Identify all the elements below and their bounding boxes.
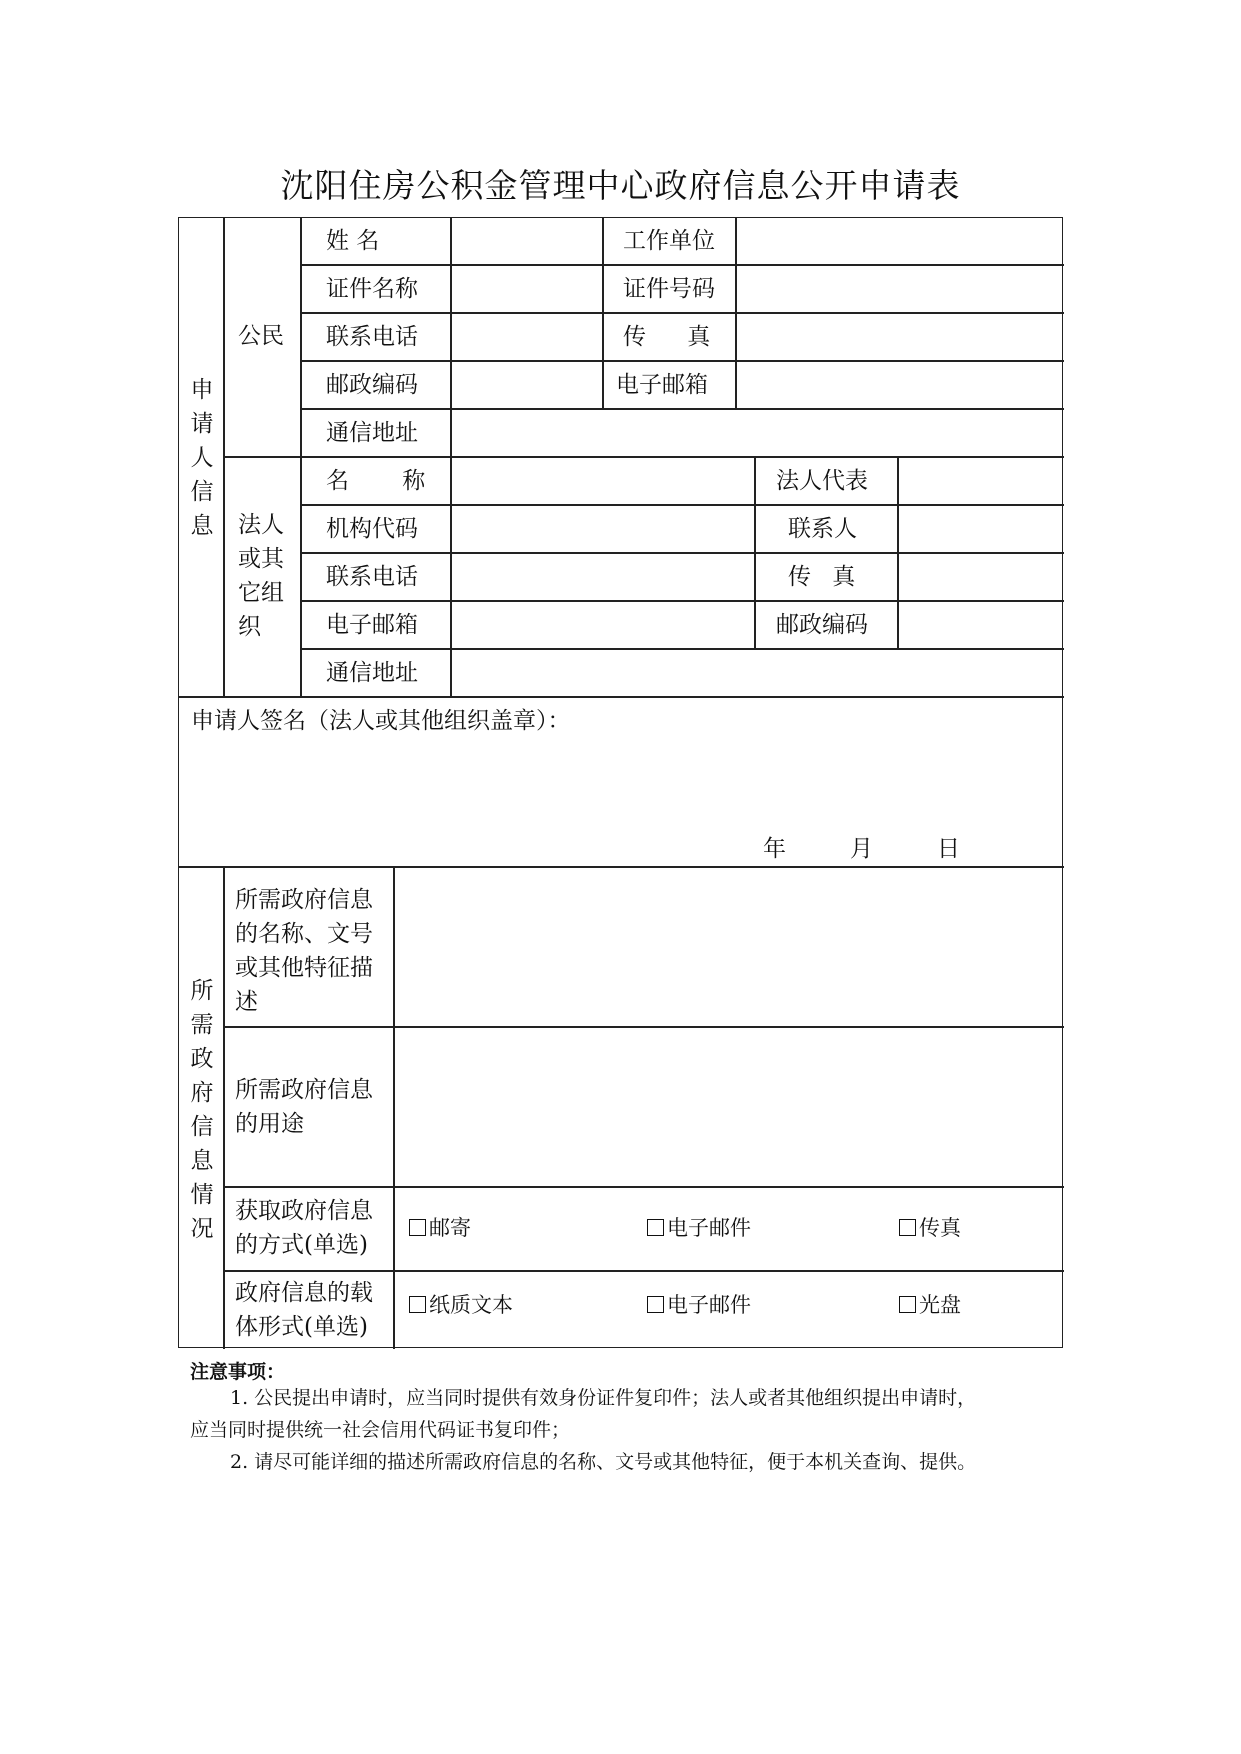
org-email-field[interactable] bbox=[452, 602, 753, 647]
carrier-label: 政府信息的载 体形式(单选) bbox=[235, 1280, 373, 1340]
legal-rep-label: 法人代表 bbox=[776, 468, 868, 494]
applicant-section-label: 申 请 人 信 息 bbox=[190, 377, 214, 539]
carrier-option-email[interactable]: 电子邮件 bbox=[647, 1295, 751, 1316]
org-fax-field[interactable] bbox=[899, 554, 1062, 599]
org-address-field[interactable] bbox=[452, 650, 1062, 695]
org-name-label: 名 称 bbox=[326, 468, 426, 494]
grid-line bbox=[602, 218, 604, 408]
application-form bbox=[178, 217, 1063, 1348]
note-item: 1. 公民提出申请时，应当同时提供有效身份证件复印件；法人或者其他组织提出申请时， bbox=[230, 1387, 977, 1409]
org-phone-label: 联系电话 bbox=[326, 564, 418, 590]
id-number-field[interactable] bbox=[737, 266, 1062, 311]
note-item: 应当同时提供统一社会信用代码证书复印件； bbox=[190, 1419, 571, 1441]
checkbox-icon[interactable] bbox=[899, 1219, 916, 1236]
note-item: 2. 请尽可能详细的描述所需政府信息的名称、文号或其他特征，便于本机关查询、提供。 bbox=[230, 1451, 977, 1473]
organization-label: 法人 或其 它组 织 bbox=[238, 512, 284, 640]
method-label: 获取政府信息 的方式(单选) bbox=[235, 1198, 373, 1258]
purpose-field[interactable] bbox=[395, 1028, 1062, 1185]
id-number-label: 证件号码 bbox=[623, 276, 715, 302]
method-option-fax[interactable]: 传真 bbox=[899, 1218, 961, 1239]
method-option-email[interactable]: 电子邮件 bbox=[647, 1218, 751, 1239]
method-option-mail[interactable]: 邮寄 bbox=[409, 1218, 471, 1239]
signature-month-label: 月 bbox=[850, 836, 873, 862]
notes-title: 注意事项： bbox=[190, 1361, 286, 1383]
contact-person-label: 联系人 bbox=[788, 516, 857, 542]
signature-day-label: 日 bbox=[937, 836, 960, 862]
org-email-label: 电子邮箱 bbox=[326, 612, 418, 638]
citizen-email-field[interactable] bbox=[737, 362, 1062, 407]
checkbox-icon[interactable] bbox=[409, 1296, 426, 1313]
org-postcode-label: 邮政编码 bbox=[776, 612, 868, 638]
org-postcode-field[interactable] bbox=[899, 602, 1062, 647]
checkbox-icon[interactable] bbox=[409, 1219, 426, 1236]
citizen-label: 公民 bbox=[238, 323, 284, 349]
signature-label: 申请人签名（法人或其他组织盖章）： bbox=[191, 708, 571, 734]
checkbox-icon[interactable] bbox=[647, 1219, 664, 1236]
citizen-phone-field[interactable] bbox=[452, 314, 601, 359]
grid-line bbox=[223, 1270, 1064, 1272]
info-section-label: 所 需 政 府 信 息 情 况 bbox=[190, 978, 214, 1242]
org-address-label: 通信地址 bbox=[326, 660, 418, 686]
grid-line bbox=[754, 456, 756, 648]
org-code-field[interactable] bbox=[452, 506, 753, 551]
citizen-phone-label: 联系电话 bbox=[326, 324, 418, 350]
checkbox-icon[interactable] bbox=[647, 1296, 664, 1313]
description-label: 所需政府信息 的名称、文号 或其他特征描 述 bbox=[235, 887, 373, 1015]
grid-line bbox=[223, 218, 225, 696]
citizen-email-label: 电子邮箱 bbox=[616, 372, 708, 398]
citizen-fax-label: 传 真 bbox=[623, 324, 711, 350]
description-field[interactable] bbox=[395, 868, 1062, 1025]
page-title: 沈阳住房公积金管理中心政府信息公开申请表 bbox=[280, 166, 961, 205]
grid-line bbox=[223, 866, 225, 1349]
grid-line bbox=[223, 1186, 1064, 1188]
org-phone-field[interactable] bbox=[452, 554, 753, 599]
citizen-fax-field[interactable] bbox=[737, 314, 1062, 359]
citizen-postcode-label: 邮政编码 bbox=[326, 372, 418, 398]
employer-field[interactable] bbox=[737, 218, 1062, 263]
carrier-option-paper[interactable]: 纸质文本 bbox=[409, 1295, 513, 1316]
grid-line bbox=[300, 218, 302, 696]
id-type-field[interactable] bbox=[452, 266, 601, 311]
legal-rep-field[interactable] bbox=[899, 458, 1062, 503]
checkbox-icon[interactable] bbox=[899, 1296, 916, 1313]
org-fax-label: 传 真 bbox=[788, 564, 856, 590]
contact-person-field[interactable] bbox=[899, 506, 1062, 551]
employer-label: 工作单位 bbox=[623, 228, 715, 254]
signature-year-label: 年 bbox=[763, 836, 786, 862]
name-label: 姓 名 bbox=[326, 228, 380, 254]
org-code-label: 机构代码 bbox=[326, 516, 418, 542]
org-name-field[interactable] bbox=[452, 458, 753, 503]
purpose-label: 所需政府信息 的用途 bbox=[235, 1077, 373, 1137]
citizen-postcode-field[interactable] bbox=[452, 362, 601, 407]
citizen-address-field[interactable] bbox=[452, 410, 1062, 455]
signature-area[interactable] bbox=[181, 698, 1062, 865]
carrier-option-disc[interactable]: 光盘 bbox=[899, 1295, 961, 1316]
id-type-label: 证件名称 bbox=[326, 276, 418, 302]
name-field[interactable] bbox=[452, 218, 601, 263]
citizen-address-label: 通信地址 bbox=[326, 420, 418, 446]
